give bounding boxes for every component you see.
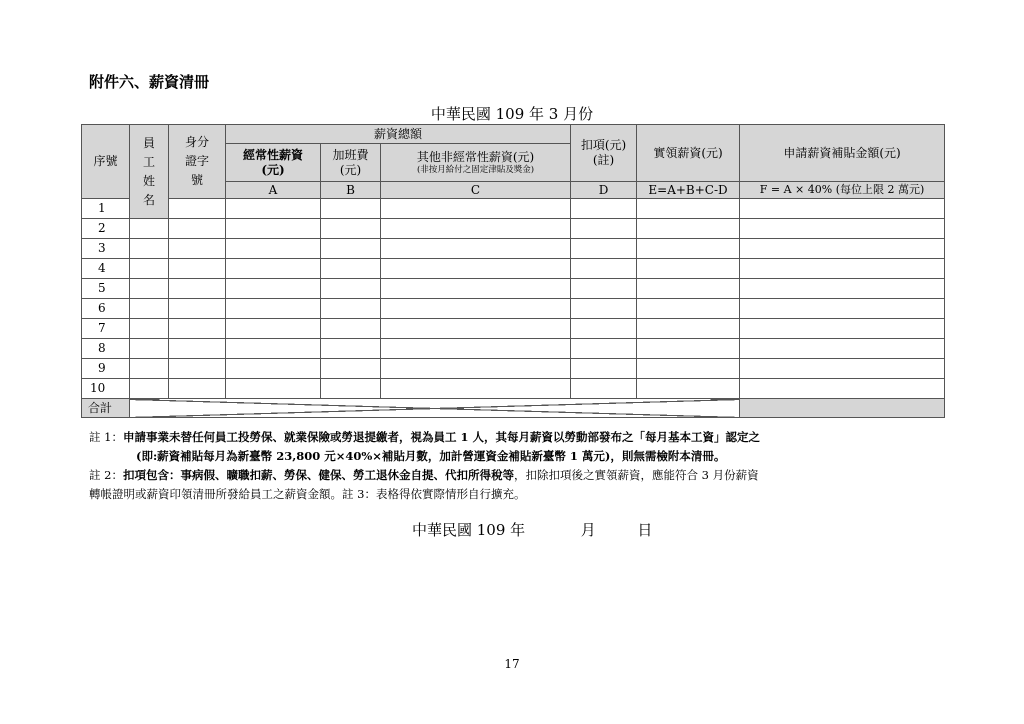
code-f: F = A × 40% (每位上限 2 萬元) [740, 182, 945, 199]
note2-rest: ，扣除扣項後之實領薪資，應能符合 3 月份薪資 [513, 468, 759, 482]
notes [89, 428, 949, 504]
date-line [412, 519, 652, 540]
table-row-number: 10 [82, 379, 130, 399]
attachment-heading: 附件六、薪資清冊 [89, 73, 210, 91]
table-row-number: 9 [82, 359, 130, 379]
col-other-label: 其他非經常性薪資(元) [416, 149, 535, 164]
col-employee-name-header: 員工姓名 [130, 125, 169, 219]
total-subsidy-cell [740, 399, 945, 418]
note2-prefix: 註 2： [89, 468, 123, 482]
note2-continuation: 轉帳證明或薪資印領清冊所發給員工之薪資金額。註 3：表格得依實際情形自行擴充。 [89, 487, 526, 501]
note1: 申請事業未替任何員工投勞保、就業保險或勞退提繳者，視為員工 1 人，其每月薪資以勞動部發布之「每月基本工資」認定之 [122, 430, 760, 444]
note1-continuation: (即:薪資補貼每月為新臺幣 23,800 元×40%×補貼月數，加計營運資金補貼新臺幣 1 萬元)，則無需檢附本清冊。 [136, 449, 726, 463]
col-salary-total-header: 薪資總額 [226, 125, 571, 144]
salary-register-table [81, 124, 945, 418]
col-id-header: 身分證字號 [169, 125, 226, 199]
code-e: E=A+B+C-D [637, 182, 740, 199]
code-b: B [321, 182, 381, 199]
table-row-number: 5 [82, 279, 130, 299]
col-deduction-header: 扣項(元)(註) [571, 125, 637, 182]
table-row-number: 7 [82, 319, 130, 339]
col-subsidy-header: 申請薪資補貼金額(元) [740, 125, 945, 182]
table-row-number: 4 [82, 259, 130, 279]
note2-bold: 扣項包含：事病假、曠職扣薪、勞保、健保、勞工退休金自提、代扣所得稅等 [122, 468, 514, 482]
col-regular-header: 經常性薪資(元) [226, 144, 321, 182]
code-c: C [381, 182, 571, 199]
col-seq-header: 序號 [82, 125, 130, 199]
table-caption: 中華民國 109 年 3 月份 [430, 105, 594, 123]
col-other-note: (非按月給付之固定津貼及獎金) [416, 164, 535, 175]
total-crossed-cell [130, 399, 740, 418]
note1-prefix: 註 1： [89, 430, 123, 444]
table-row-number: 6 [82, 299, 130, 319]
total-label: 合計 [82, 399, 130, 418]
col-actual-header: 實領薪資(元) [637, 125, 740, 182]
table-row-number: 8 [82, 339, 130, 359]
code-a: A [226, 182, 321, 199]
page-number: 17 [504, 657, 520, 671]
table-row-number: 1 [82, 199, 130, 219]
date-month: 月 [580, 521, 596, 539]
table-row-number: 3 [82, 239, 130, 259]
date-year: 中華民國 109 年 [412, 521, 526, 539]
col-overtime-header: 加班費(元) [321, 144, 381, 182]
date-day: 日 [637, 521, 653, 539]
table-row-number: 2 [82, 219, 130, 239]
total-row [82, 399, 945, 418]
code-d: D [571, 182, 637, 199]
col-other-header [381, 144, 571, 182]
